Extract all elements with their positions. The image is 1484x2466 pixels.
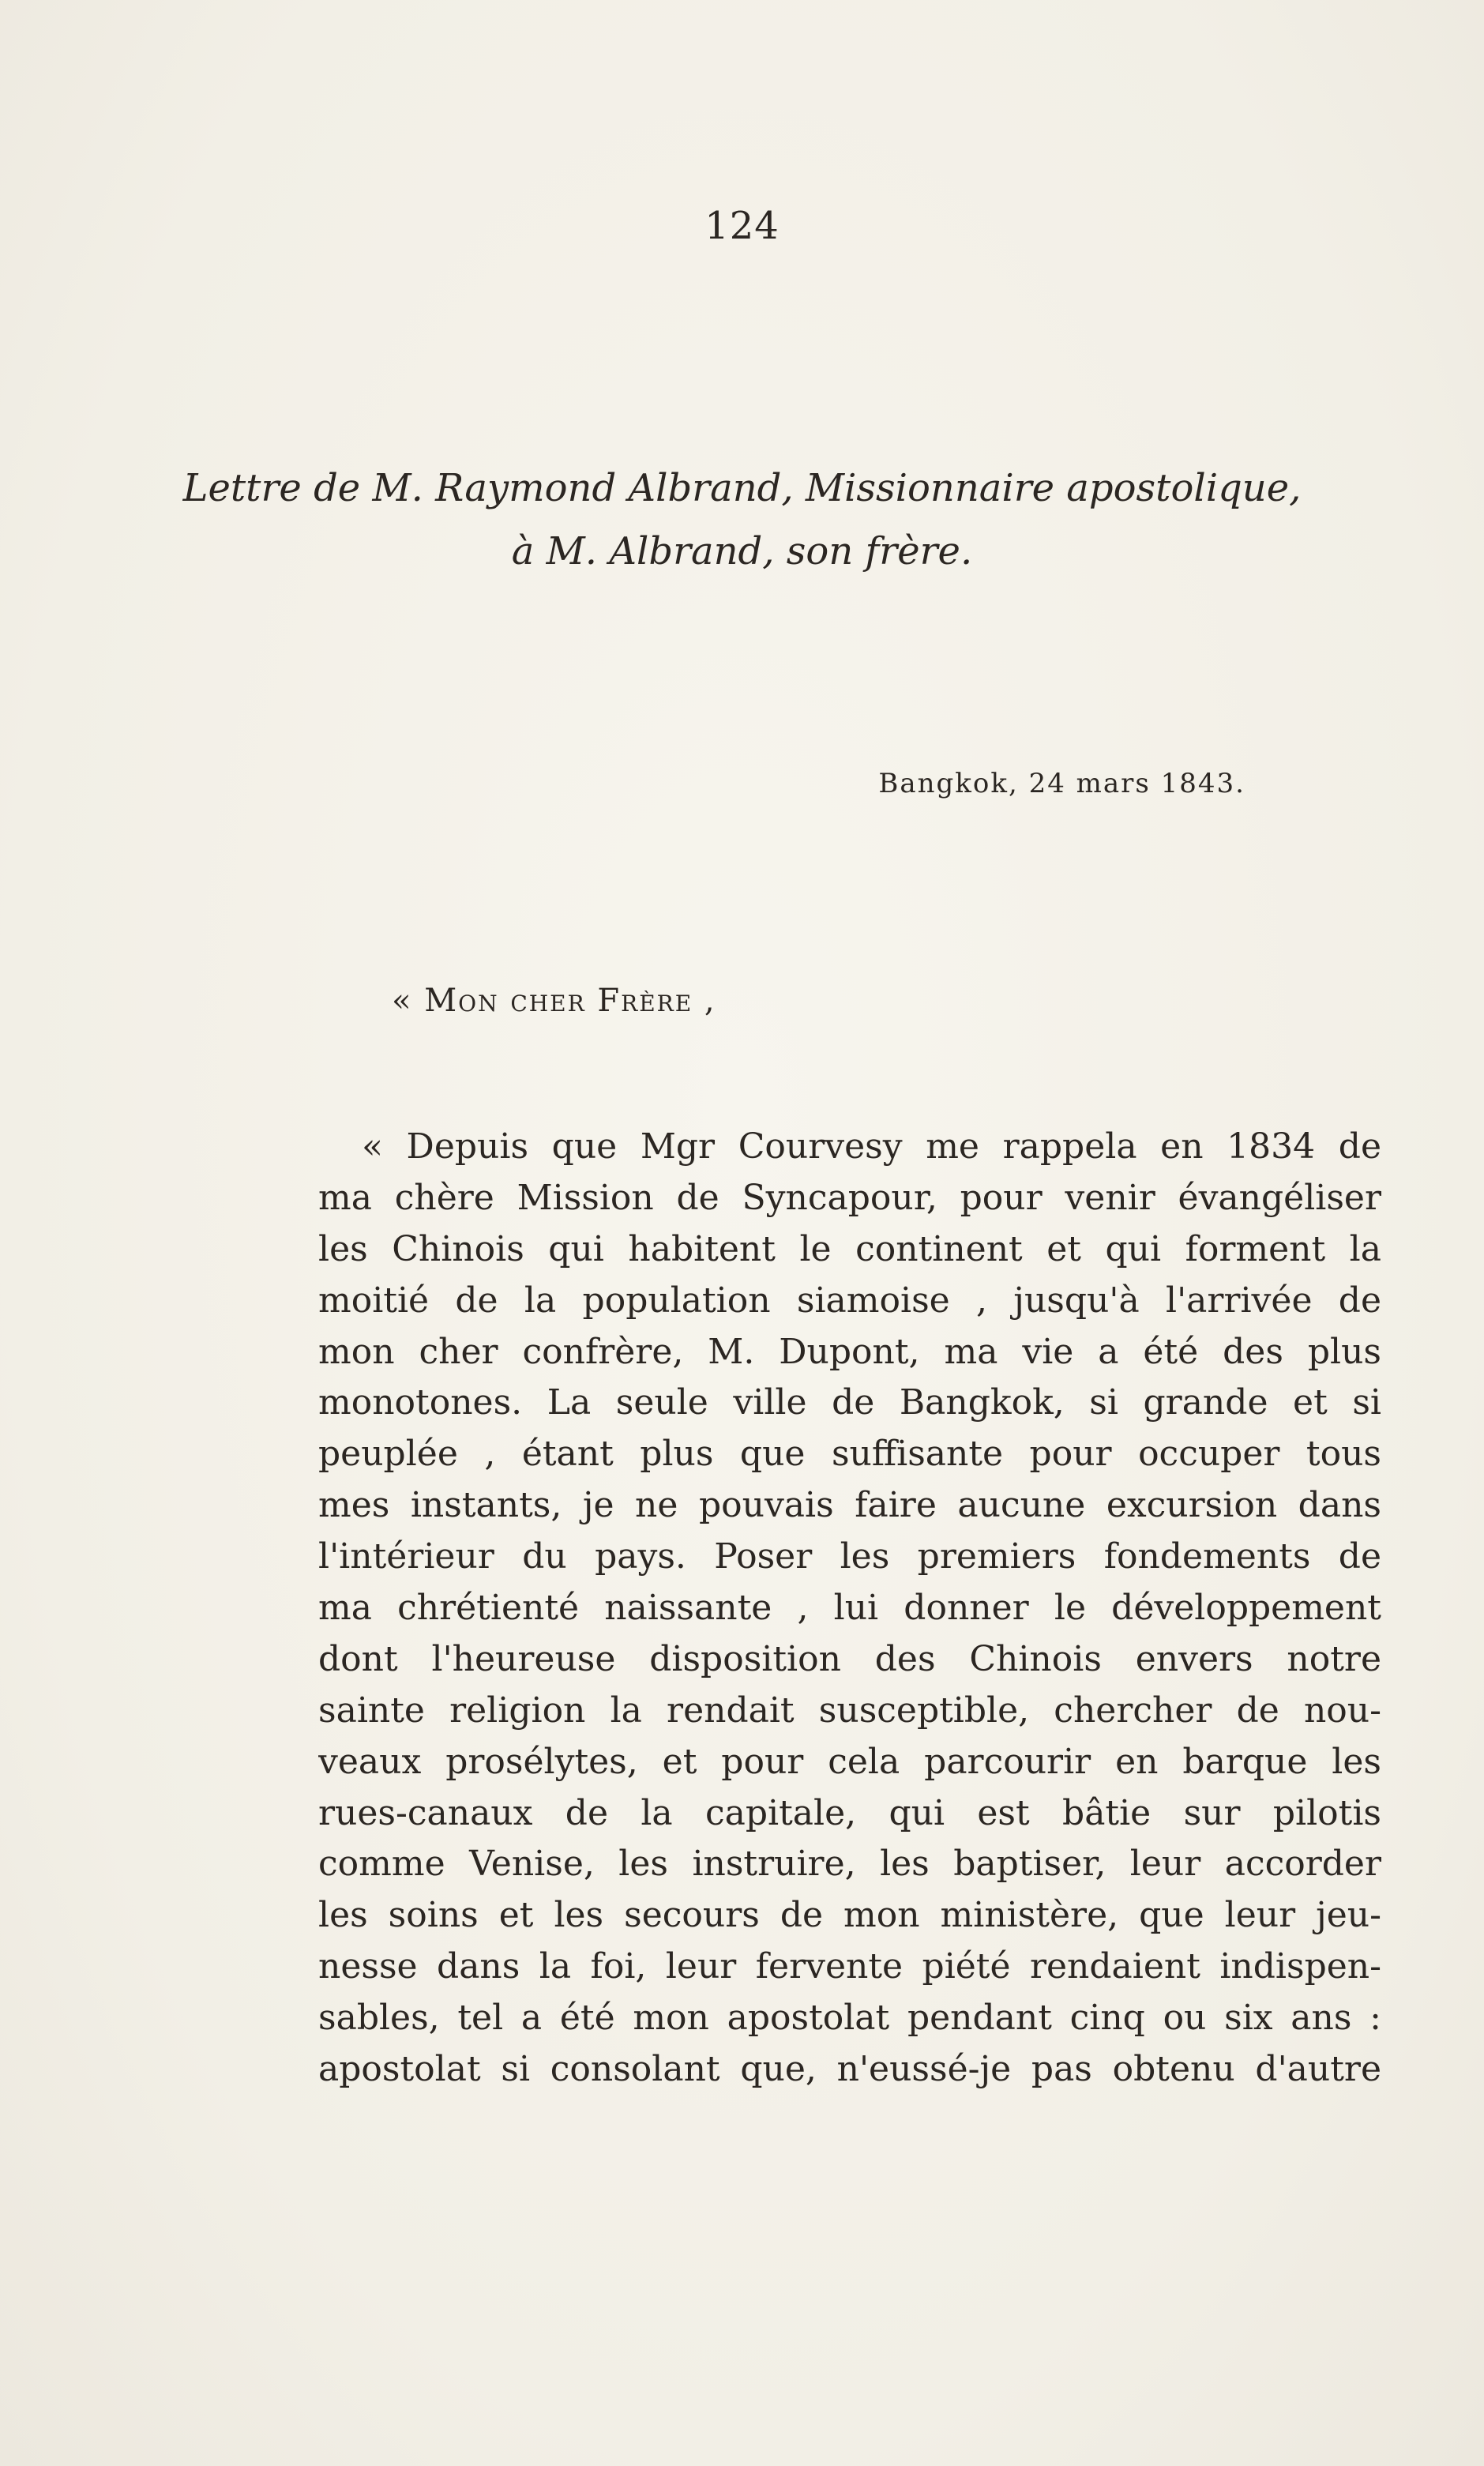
body-line: les Chinois qui habitent le continent et qui forment la bbox=[318, 1228, 1381, 1269]
body-line: rues-canaux de la capitale, qui est bâtie sur pilotis bbox=[318, 1792, 1381, 1833]
letter-heading-line-2: à M. Albrand, son frère. bbox=[511, 529, 973, 573]
body-line: monotones. La seule ville de Bangkok, si grande et si bbox=[318, 1382, 1381, 1423]
page-number: 124 bbox=[704, 204, 780, 248]
letter-dateline: Bangkok, 24 mars 1843. bbox=[878, 768, 1245, 799]
body-line: les soins et les secours de mon ministère, que leur jeu- bbox=[318, 1895, 1381, 1936]
letter-heading-line-1: Lettre de M. Raymond Albrand, Missionnaire apostolique, bbox=[182, 466, 1302, 510]
body-line: nesse dans la foi, leur fervente piété rendaient indispen- bbox=[318, 1946, 1381, 1987]
body-line: mon cher confrère, M. Dupont, ma vie a été des plus bbox=[318, 1331, 1381, 1372]
body-line: l'intérieur du pays. Poser les premiers fondements de bbox=[318, 1536, 1381, 1577]
salutation-text: « Mon cher Frère , bbox=[392, 983, 716, 1019]
body-line: apostolat si consolant que, n'eussé-je pas obtenu d'autre bbox=[318, 2049, 1381, 2090]
body-line: ma chrétienté naissante , lui donner le développement bbox=[318, 1588, 1381, 1629]
body-line: comme Venise, les instruire, les baptiser, leur accorder bbox=[318, 1844, 1381, 1885]
letter-body bbox=[318, 1122, 1381, 2096]
body-line: peuplée , étant plus que suffisante pour occuper tous bbox=[318, 1434, 1381, 1475]
body-line: ma chère Mission de Syncapour, pour venir évangéliser bbox=[318, 1177, 1381, 1218]
body-line: sables, tel a été mon apostolat pendant cinq ou six ans : bbox=[318, 1998, 1381, 2039]
body-line: mes instants, je ne pouvais faire aucune excursion dans bbox=[318, 1485, 1381, 1526]
body-line: dont l'heureuse disposition des Chinois envers notre bbox=[318, 1638, 1381, 1679]
body-line: veaux prosélytes, et pour cela parcourir en barque les bbox=[318, 1741, 1381, 1782]
body-line: sainte religion la rendait susceptible, chercher de nou- bbox=[318, 1690, 1381, 1731]
body-line: moitié de la population siamoise , jusqu'à l'arrivée de bbox=[318, 1280, 1381, 1321]
letter-salutation bbox=[392, 983, 716, 1019]
body-line: « Depuis que Mgr Courvesy me rappela en 1834 de bbox=[362, 1126, 1381, 1167]
